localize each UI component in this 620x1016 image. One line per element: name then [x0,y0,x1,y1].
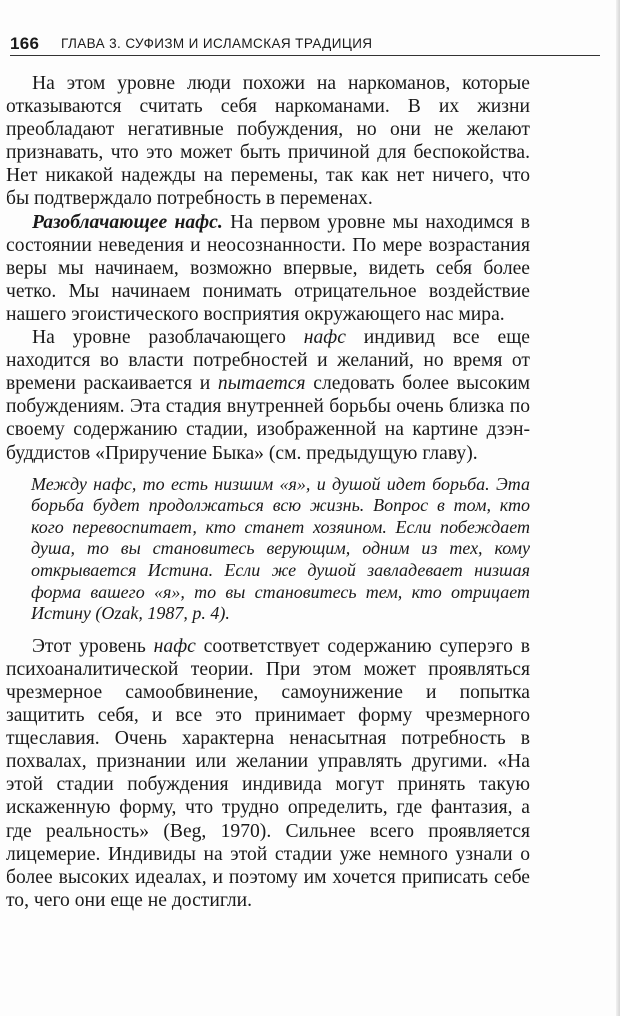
body-text [6,72,530,912]
paragraph-2-text: На первом уровне мы находимся в состоянии неведения и неосознанности. По мере возрастания веры мы начинаем, возможно впервые, видеть себя более четко. Мы начинаем понимать отрицательное воздействие нашего эгоистического восприятия окружающего нас мира. [6,211,530,325]
paragraph-3-text-a: На уровне разоблачающего [32,327,304,349]
page-header [10,31,600,56]
term-nafs: нафс [303,327,346,349]
paragraph-3 [6,326,530,465]
paragraph-3-text-b: индивид все еще находится во власти потребностей и желаний, но время от времени раскаивается и [6,327,530,395]
paragraph-3-text-c: следовать более высоким побуждениям. Эта стадия внутренней борьбы очень близка по своему содержанию стадии, изображенной на картине дзэн-буддистов «Приручение Быка» (см. предыдущую главу). [6,373,530,464]
page-number: 166 [10,34,40,53]
term-nafs-2: нафс [153,635,196,657]
paragraph-4-text-b: соответствует содержанию суперэго в психоаналитической теории. При этом может проявляться чрезмерное самообвинение, самоунижение и попытка защитить себя, и все это принимает форму чрезмерного тщеславия. Очень характерна ненасытная потребность в похвалах, признании или желании управлять другими. «На этой стадии побуждения индивида могут принять такую искаженную форму, что трудно определить, где фантазия, а где реальность» (Beg, 1970). Сильнее всего проявляется лицемерие. Индивиды на этой стадии уже немного узнали о более высоких идеалах, и поэтому им хочется приписать себе то, чего они еще не достигли. [6,635,530,911]
emphasis-tries: пытается [217,373,306,395]
paragraph-4 [6,635,530,912]
paragraph-1: На этом уровне люди похожи на наркоманов, которые отказываются считать себя наркоманами. В их жизни преобладают негативные побуждения, но они не желают признавать, что это может быть причиной для беспокойства. Нет никакой надежды на перемены, так как нет ничего, что бы подтверждало потребность в переменах. [6,73,530,210]
running-head: ГЛАВА 3. СУФИЗМ И ИСЛАМСКАЯ ТРАДИЦИЯ [61,36,373,51]
paragraph-2 [6,211,530,326]
block-quote: Между нафс, то есть низшим «я», и душой идет борьба. Эта борьба будет продолжаться всю жизнь. Вопрос в том, кто кого перевоспитает, кто станет хозяином. Если побеждает душа, то вы становитесь верующим, одним из тех, кому открывается Истина. Если же душой завладевает низшая форма вашего «я», то вы становитесь тем, кто отрицает Истину (Ozak, 1987, p. 4). [31,473,530,624]
paragraph-4-text-a: Этот уровень [32,635,154,657]
scan-edge-shadow [616,0,620,1016]
section-lead-term: Разоблачающее нафс. [32,211,223,233]
